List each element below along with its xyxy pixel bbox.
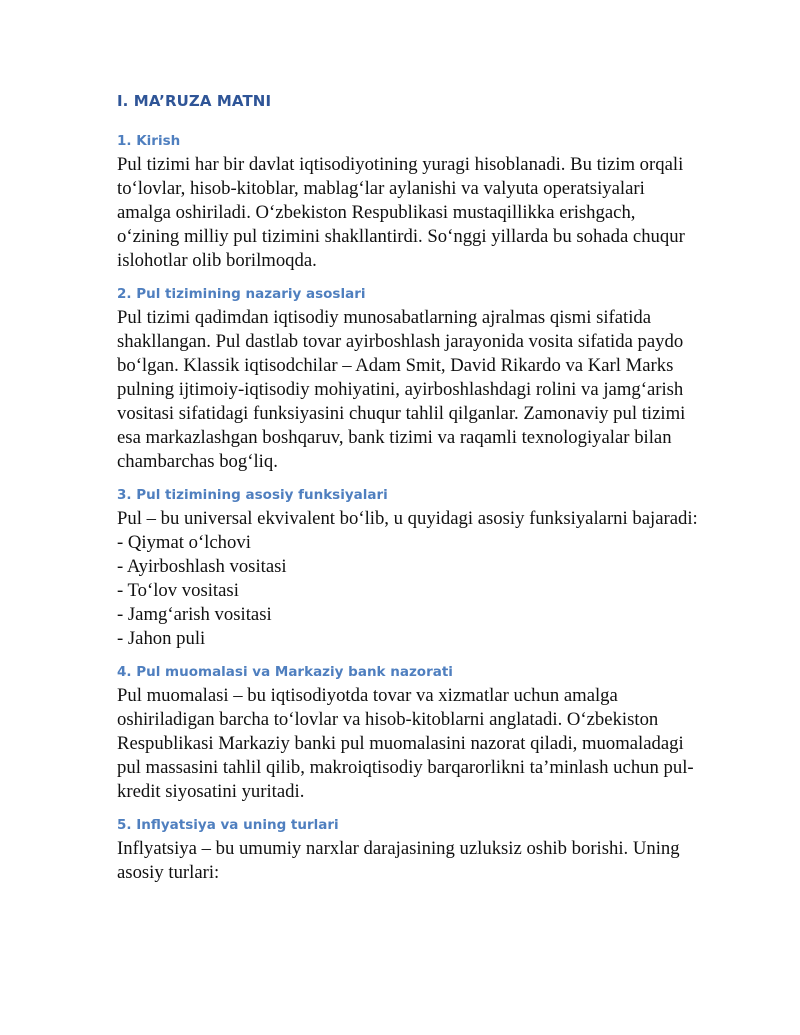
section-paragraph: Pul tizimi qadimdan iqtisodiy munosabatlarning ajralmas qismi sifatida shakllangan. Pul dastlab tovar ayirboshlash jarayonida vosita sifatida paydo bo‘lgan. Klassik iqtisodchilar – Adam Smit, David Rikardo va Karl Marks pulning ijtimoiy-iqtisodiy mohiyatini, ayirboshlashdagi rolini va jamg‘arish vositasi sifatidagi funksiyasini chuqur tahlil qilganlar. Zamonaviy pul tizimi esa markazlashgan boshqaruv, bank tizimi va raqamli texnologiyalar bilan chambarchas bog‘liq.: [117, 307, 686, 472]
section-heading: 3. Pul tizimining asosiy funksiyalari: [117, 487, 388, 503]
list-item: - Jahon puli: [117, 628, 206, 649]
section-heading: 4. Pul muomalasi va Markaziy bank nazorati: [117, 664, 453, 680]
list-item: - Ayirboshlash vositasi: [117, 556, 287, 577]
list-item: - To‘lov vositasi: [117, 580, 239, 601]
document-title: I. MA’RUZA MATNI: [117, 92, 272, 110]
section-paragraph: Inflyatsiya – bu umumiy narxlar darajasining uzluksiz oshib borishi. Uning asosiy turlari:: [117, 838, 680, 883]
function-list: [117, 531, 700, 651]
section-paragraph: Pul – bu universal ekvivalent bo‘lib, u quyidagi asosiy funksiyalarni bajaradi:: [117, 508, 698, 529]
section-heading: 5. Inflyatsiya va uning turlari: [117, 817, 339, 833]
section-kirish: [117, 132, 700, 273]
section-pul-muomalasi: [117, 663, 700, 804]
section-heading: 2. Pul tizimining nazariy asoslari: [117, 286, 366, 302]
section-paragraph: Pul muomalasi – bu iqtisodiyotda tovar va xizmatlar uchun amalga oshiriladigan barcha to‘lovlar va hisob-kitoblarni anglatadi. O‘zbekiston Respublikasi Markaziy banki pul muomalasini nazorat qiladi, muomaladagi pul massasini tahlil qilib, makroiqtisodiy barqarorlikni ta’minlash uchun pul-kredit siyosatini yuritadi.: [117, 685, 694, 802]
section-nazariy-asoslar: [117, 285, 700, 474]
section-paragraph: Pul tizimi har bir davlat iqtisodiyotining yuragi hisoblanadi. Bu tizim orqali to‘lovlar, hisob-kitoblar, mablag‘lar aylanishi va valyuta operatsiyalari amalga oshiriladi. O‘zbekiston Respublikasi mustaqillikka erishgach, o‘zining milliy pul tizimini shakllantirdi. So‘nggi yillarda bu sohada chuqur islohotlar olib borilmoqda.: [117, 154, 685, 271]
list-item: - Jamg‘arish vositasi: [117, 604, 272, 625]
section-inflyatsiya: [117, 816, 700, 885]
section-heading: 1. Kirish: [117, 133, 181, 149]
list-item: - Qiymat o‘lchovi: [117, 532, 251, 553]
section-funksiyalar: [117, 486, 700, 651]
